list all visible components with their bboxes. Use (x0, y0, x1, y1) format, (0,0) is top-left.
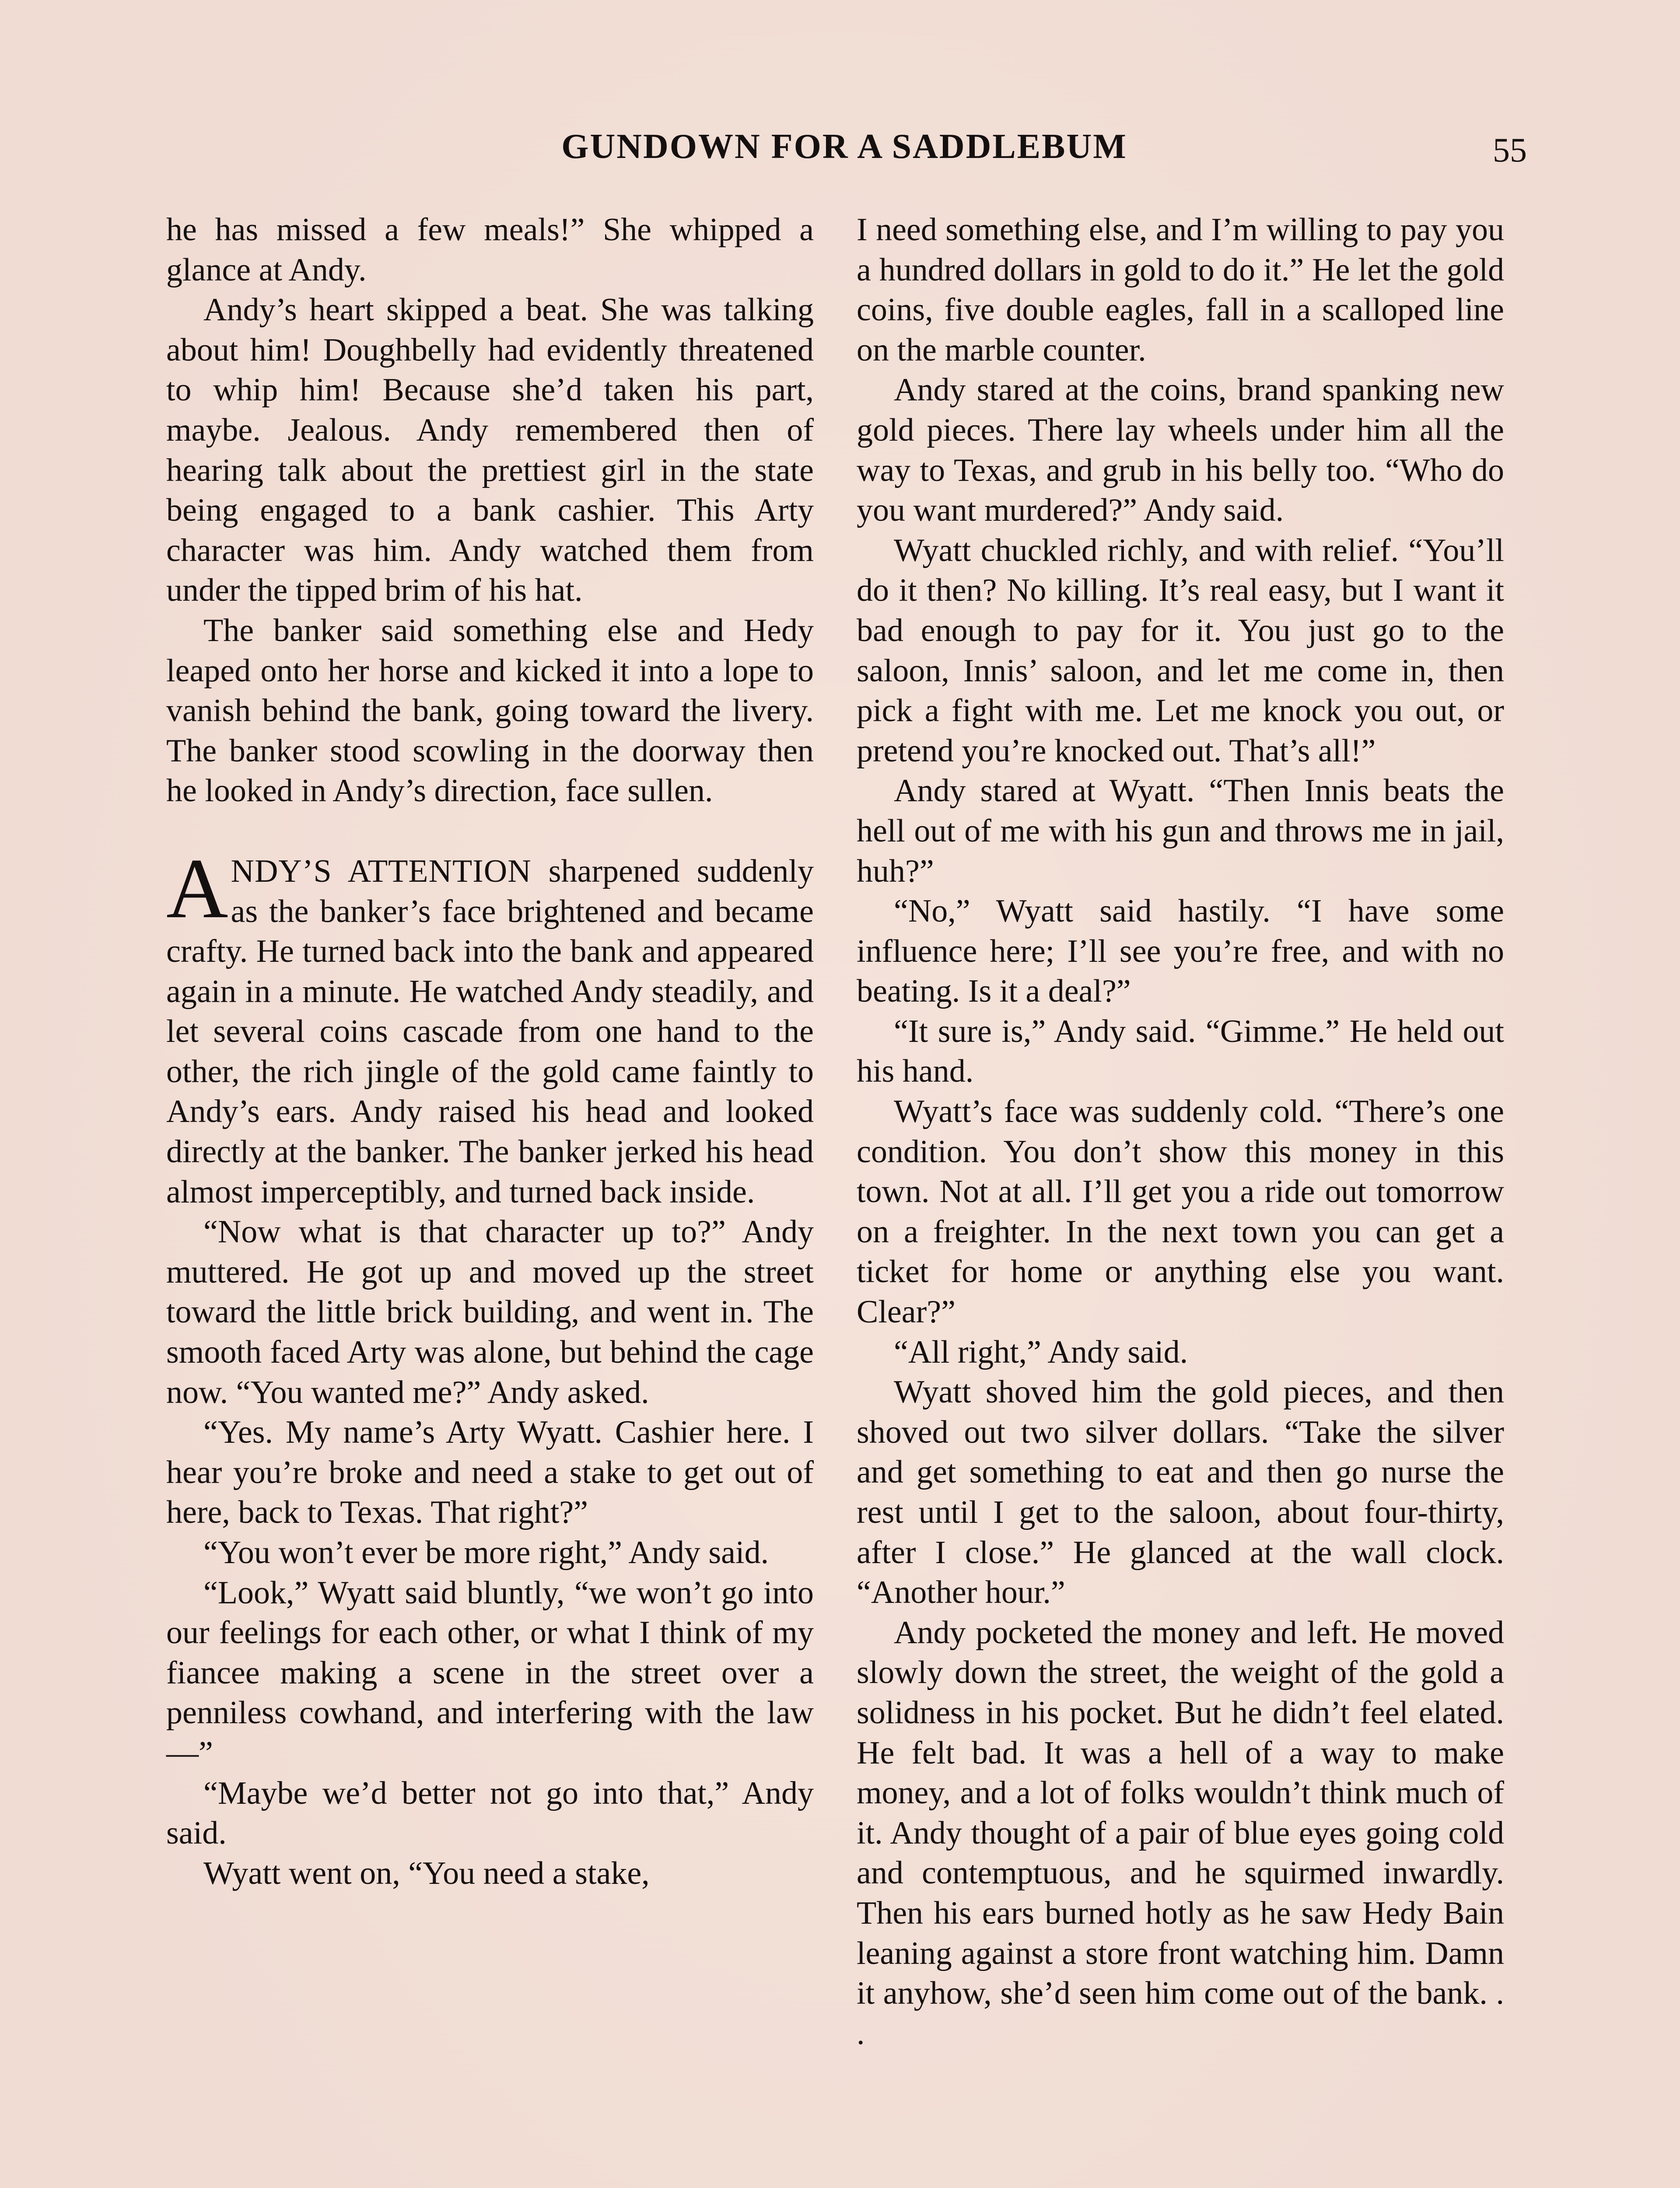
section-lead-in: NDY’S ATTENTION (231, 853, 532, 889)
left-column (166, 210, 814, 1893)
paragraph: Wyatt shoved him the gold pieces, and then shoved out two silver dollars. “Take the silver and get something to eat and then go nurse the rest until I get to the saloon, about four-thirty, after I close.” He glanced at the wall clock. “Another hour.” (857, 1374, 1504, 1611)
paragraph: “Yes. My name’s Arty Wyatt. Cashier here. I hear you’re broke and need a stake to get out of here, back to Texas. That right?” (166, 1414, 814, 1531)
paragraph: “All right,” Andy said. (894, 1334, 1188, 1370)
paragraph: “You won’t ever be more right,” Andy said. (203, 1535, 769, 1571)
paragraph: Andy stared at Wyatt. “Then Innis beats the hell out of me with his gun and throws me in jail, huh?” (857, 773, 1504, 889)
paragraph: he has missed a few meals!” She whipped a glance at Andy. (166, 212, 814, 288)
story-title: GUNDOWN FOR A SADDLEBUM (561, 127, 1127, 166)
page-number: 55 (1493, 131, 1527, 169)
paragraph: Wyatt’s face was suddenly cold. “There’s one condition. You don’t show this money in this town. Not at all. I’ll get you a ride out tomorrow on a freighter. In the next town you can get a ticket for home or anything else you want. Clear?” (857, 1094, 1504, 1330)
paragraph: “Now what is that character up to?” Andy muttered. He got up and moved up the street toward the little brick building, and went in. The smooth faced Arty was alone, but behind the cage now. “You wanted me?” Andy asked. (166, 1214, 814, 1410)
paragraph: Andy’s heart skipped a beat. She was talking about him! Doughbelly had evidently threatened to whip him! Because she’d taken his part, maybe. Jealous. Andy remembered then of hearing talk about the prettiest girl in the state being engaged to a bank cashier. This Arty character was him. Andy watched them from under the tipped brim of his hat. (166, 292, 814, 609)
paragraph: The banker said something else and Hedy leaped onto her horse and kicked it into a lope to vanish behind the bank, going toward the livery. The banker stood scowling in the doorway then he looked in Andy’s direction, face sullen. (166, 612, 814, 809)
paragraph: Andy stared at the coins, brand spanking new gold pieces. There lay wheels under him all the way to Texas, and grub in his belly too. “Who do you want murdered?” Andy said. (857, 372, 1504, 529)
drop-cap: A (166, 841, 228, 936)
paragraph: Andy pocketed the money and left. He moved slowly down the street, the weight of the gold a solidness in his pocket. But he didn’t feel elated. He felt bad. It was a hell of a way to make money, and a lot of folks wouldn’t think much of it. Andy thought of a pair of blue eyes going cold and contemptuous, and he squirmed inwardly. Then his ears burned hotly as he saw Hedy Bain leaning against a store front watching him. Damn it anyhow, she’d seen him come out of the bank. . . (857, 1614, 1504, 2051)
paragraph: I need something else, and I’m willing to pay you a hundred dollars in gold to do it.” He let the gold coins, five double eagles, fall in a scalloped line on the marble counter. (857, 212, 1504, 368)
right-column (857, 210, 1504, 2054)
running-head (166, 127, 1527, 171)
paragraph: “No,” Wyatt said hastily. “I have some influence here; I’ll see you’re free, and with no beating. Is it a deal?” (857, 893, 1504, 1010)
section-opening-paragraph (166, 841, 814, 1212)
paragraph: “It sure is,” Andy said. “Gimme.” He held out his hand. (857, 1013, 1504, 1090)
paragraph: “Maybe we’d better not go into that,” Andy said. (166, 1775, 814, 1851)
paragraph: “Look,” Wyatt said bluntly, “we won’t go into our feelings for each other, or what I think of my fiancee making a scene in the street over a penniless cowhand, and interfering with the law—” (166, 1574, 814, 1771)
paragraph: Wyatt went on, “You need a stake, (203, 1855, 650, 1891)
paragraph: Wyatt chuckled richly, and with relief. “You’ll do it then? No killing. It’s real easy, but I want it bad enough to pay for it. You just go to the saloon, Innis’ saloon, and let me come in, then pick a fight with me. Let me knock you out, or pretend you’re knocked out. That’s all!” (857, 532, 1504, 769)
paragraph-text: sharpened suddenly as the banker’s face brightened and became crafty. He turned back into the bank and appeared again in a minute. He watched Andy steadily, and let several coins cascade from one hand to the other, the rich jingle of the gold came faintly to Andy’s ears. Andy raised his head and looked directly at the banker. The banker jerked his head almost imperceptibly, and turned back inside. (166, 853, 814, 1210)
